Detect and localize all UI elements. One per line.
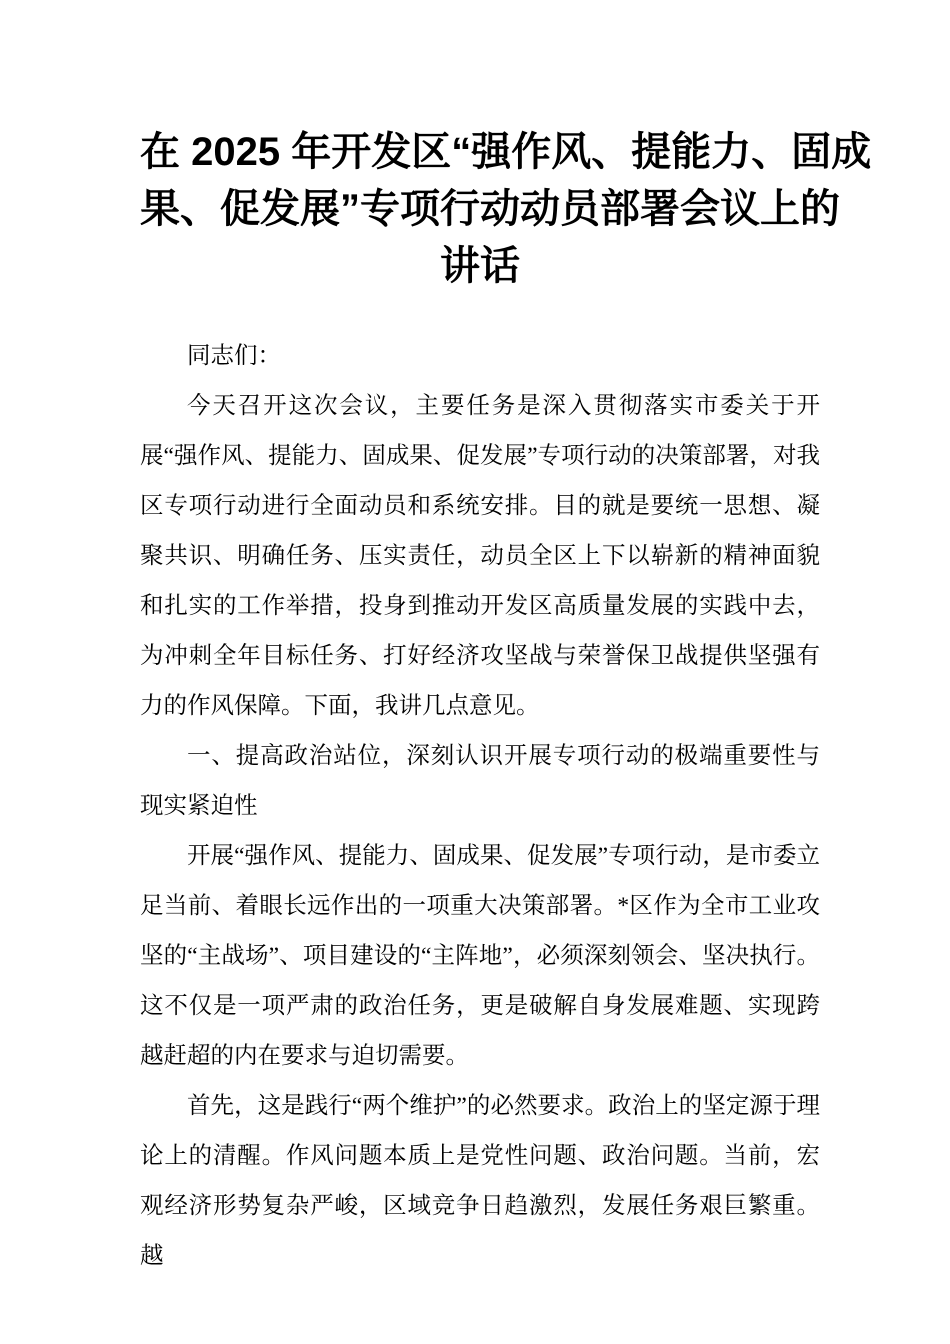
document-body xyxy=(140,331,820,1281)
paragraph-section-body-2: 首先，这是践行“两个维护”的必然要求。政治上的坚定源于理论上的清醒。作风问题本质上是党性问题、政治问题。当前，宏观经济形势复杂严峻，区域竞争日趋激烈，发展任务艰巨繁重。越 xyxy=(140,1093,820,1269)
document-title-line-1: 在 2025 年开发区“强作风、提能力、固成 xyxy=(140,130,872,174)
paragraph-salutation: 同志们： xyxy=(187,343,281,369)
document-title-line-3: 讲话 xyxy=(440,244,520,288)
document-title xyxy=(140,124,872,295)
paragraph-opening: 今天召开这次会议，主要任务是深入贯彻落实市委关于开展“强作风、提能力、固成果、促发展”专项行动的决策部署，对我区专项行动进行全面动员和系统安排。目的就是要统一思想、凝聚共识、明确任务、压实责任，动员全区上下以崭新的精神面貌和扎实的工作举措，投身到推动开发区高质量发展的实践中去，为冲刺全年目标任务、打好经济攻坚战与荣誉保卫战提供坚强有力的作风保障。下面，我讲几点意见。 xyxy=(140,393,820,719)
paragraph-section-heading: 一、提高政治站位，深刻认识开展专项行动的极端重要性与现实紧迫性 xyxy=(140,743,820,819)
document-title-line-2: 果、促发展”专项行动动员部署会议上的 xyxy=(140,187,840,231)
paragraph-section-body-1: 开展“强作风、提能力、固成果、促发展”专项行动，是市委立足当前、着眼长远作出的一项重大决策部署。*区作为全市工业攻坚的“主战场”、项目建设的“主阵地”，必须深刻领会、坚决执行。这不仅是一项严肃的政治任务，更是破解自身发展难题、实现跨越赶超的内在要求与迫切需要。 xyxy=(140,843,820,1069)
